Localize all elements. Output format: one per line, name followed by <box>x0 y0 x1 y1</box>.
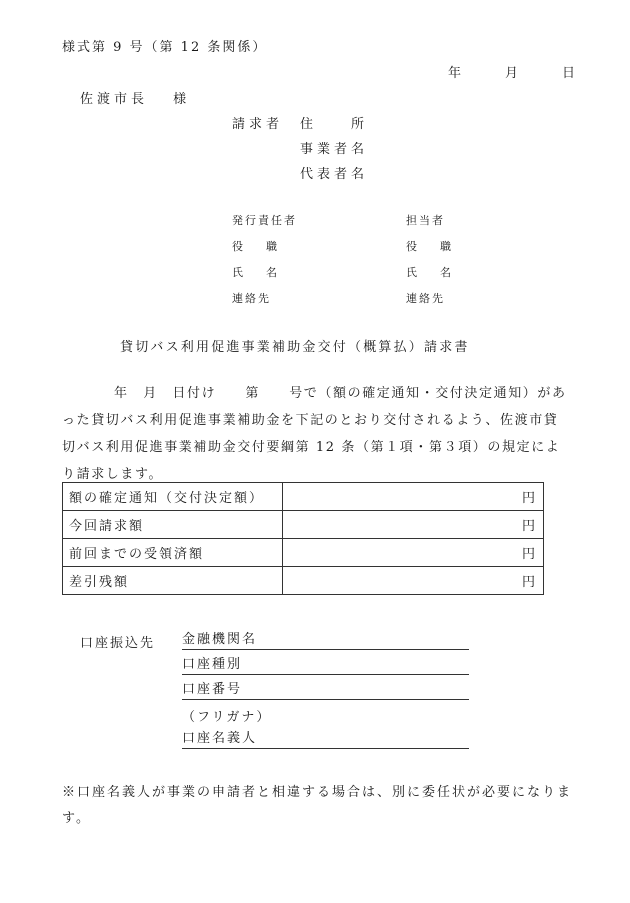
date-label: 年 月 日 <box>448 66 582 81</box>
document-title: 貸切バス利用促進事業補助金交付（概算払）請求書 <box>120 340 470 355</box>
footnote: ※口座名義人が事業の申請者と相違する場合は、別に委任状が必要になります。 <box>62 785 573 826</box>
bank-account-number-field[interactable]: 口座番号 <box>182 681 469 700</box>
amount-value[interactable]: 円 <box>283 567 544 595</box>
amount-label: 額の確定通知（交付決定額） <box>63 483 283 511</box>
applicant-address-label: 住 所 <box>300 117 369 132</box>
applicant-label: 請求者 <box>232 117 284 132</box>
staff-contact: 連絡先 <box>406 292 445 305</box>
amount-value[interactable]: 円 <box>283 511 544 539</box>
bank-account-type-field[interactable]: 口座種別 <box>182 656 469 675</box>
addressee: 佐渡市長 様 <box>80 92 191 107</box>
bank-furigana-label: （フリガナ） <box>182 710 272 725</box>
table-row <box>63 567 544 595</box>
amount-value[interactable]: 円 <box>283 483 544 511</box>
bank-account-holder-field[interactable]: 口座名義人 <box>182 730 469 749</box>
table-row <box>63 483 544 511</box>
issuer-contact: 連絡先 <box>232 292 271 305</box>
form-number: 様式第 9 号（第 12 条関係） <box>62 40 268 55</box>
amount-label: 前回までの受領済額 <box>63 539 283 567</box>
amount-label: 差引残額 <box>63 567 283 595</box>
table-row <box>63 511 544 539</box>
staff-position: 役 職 <box>406 240 457 253</box>
bank-label: 口座振込先 <box>80 636 156 651</box>
issuer-position: 役 職 <box>232 240 283 253</box>
amount-label: 今回請求額 <box>63 511 283 539</box>
amount-value[interactable]: 円 <box>283 539 544 567</box>
table-row <box>63 539 544 567</box>
amount-table <box>62 482 544 595</box>
bank-institution-field[interactable]: 金融機関名 <box>182 631 469 650</box>
staff-title: 担当者 <box>406 214 445 227</box>
applicant-representative-label: 代表者名 <box>300 167 369 182</box>
applicant-business-label: 事業者名 <box>300 142 369 157</box>
issuer-name: 氏 名 <box>232 266 283 279</box>
staff-name: 氏 名 <box>406 266 457 279</box>
body-text: 年 月 日付け 第 号で（額の確定通知・交付決定通知）があった貸切バス利用促進事業補助金を下記のとおり交付されるよう、佐渡市貸切バス利用促進事業補助金交付要綱第 12 条（第１項・第３項）の規定により請求します。 <box>62 386 567 482</box>
issuer-title: 発行責任者 <box>232 214 297 227</box>
